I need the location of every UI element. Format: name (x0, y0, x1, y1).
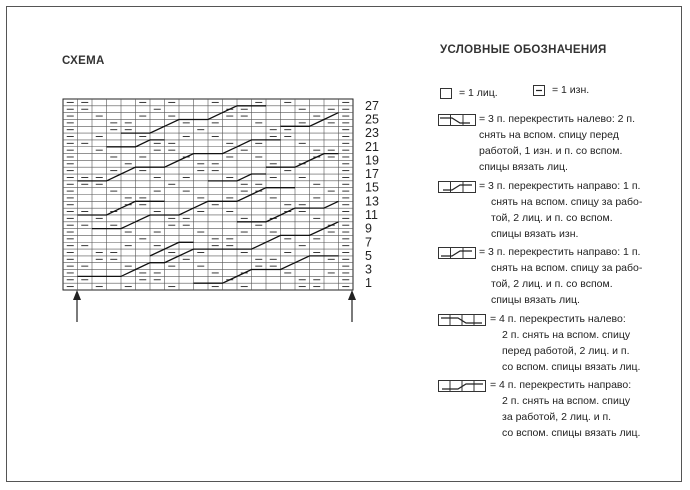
chart-grid (63, 99, 353, 290)
schema-heading: СХЕМА (62, 55, 105, 67)
row-number-15: 15 (365, 180, 379, 195)
right-arrow-head (348, 290, 356, 300)
legend-knit-text: = 1 лиц. (459, 87, 498, 99)
legend-cross4-right-l1: = 4 п. перекрестить направо: (490, 379, 632, 391)
legend-heading: УСЛОВНЫЕ ОБОЗНАЧЕНИЯ (440, 44, 607, 56)
row-number-23: 23 (365, 126, 379, 141)
legend-cross4-left-l4: со вспом. спицы вязать лиц. (502, 361, 641, 373)
row-number-9: 9 (365, 221, 372, 236)
legend-cross3-left-l4: спицы вязать лиц. (479, 161, 568, 173)
row-number-21: 21 (365, 139, 379, 154)
legend-cross3-right-knit-l1: = 3 п. перекрестить направо: 1 п. (479, 246, 641, 258)
row-number-5: 5 (365, 248, 372, 263)
legend-cross3-left-l3: работой, 1 изн. и п. со вспом. (479, 145, 623, 157)
legend-cross3-left-l2: снять на вспом. спицу перед (479, 129, 619, 141)
legend-cross4-left-l2: 2 п. снять на вспом. спицу (502, 329, 631, 341)
legend-cross3-right-knit-l3: той, 2 лиц. и п. со вспом. (491, 278, 613, 290)
left-arrow-head (73, 290, 81, 300)
row-number-13: 13 (365, 194, 379, 209)
row-number-19: 19 (365, 153, 379, 168)
legend-cross4-right-l4: со вспом. спицы вязать лиц. (502, 427, 641, 439)
row-number-3: 3 (365, 262, 372, 277)
legend-purl-text: = 1 изн. (552, 84, 590, 96)
repeat-arrows (73, 290, 356, 322)
legend-cross4-left-l3: перед работой, 2 лиц. и п. (502, 345, 630, 357)
row-number-27: 27 (365, 98, 379, 113)
row-number-1: 1 (365, 276, 372, 291)
legend-cross3-right-knit-l2: снять на вспом. спицу за рабо- (491, 262, 643, 274)
legend-cross3-right-purl-l3: той, 2 лиц. и п. со вспом. (491, 212, 613, 224)
row-number-11: 11 (365, 208, 378, 222)
legend-cross4-right-l2: 2 п. снять на вспом. спицу (502, 395, 631, 407)
row-number-17: 17 (365, 167, 379, 181)
legend-cross3-left-l1: = 3 п. перекрестить налево: 2 п. (479, 113, 636, 125)
legend-cross4-right-l3: за работой, 2 лиц. и п. (502, 411, 612, 423)
legend-cross3-right-purl-l2: снять на вспом. спицу за рабо- (491, 196, 643, 208)
row-number-25: 25 (365, 112, 379, 127)
legend-cross3-right-knit-l4: спицы вязать лиц. (491, 294, 580, 306)
legend-cross4-left-l1: = 4 п. перекрестить налево: (490, 313, 626, 325)
row-number-7: 7 (365, 235, 372, 250)
legend-cross3-right-purl-l1: = 3 п. перекрестить направо: 1 п. (479, 180, 641, 192)
row-numbers (365, 99, 379, 290)
legend-cross3-right-purl-l4: спицы вязать изн. (491, 228, 579, 240)
